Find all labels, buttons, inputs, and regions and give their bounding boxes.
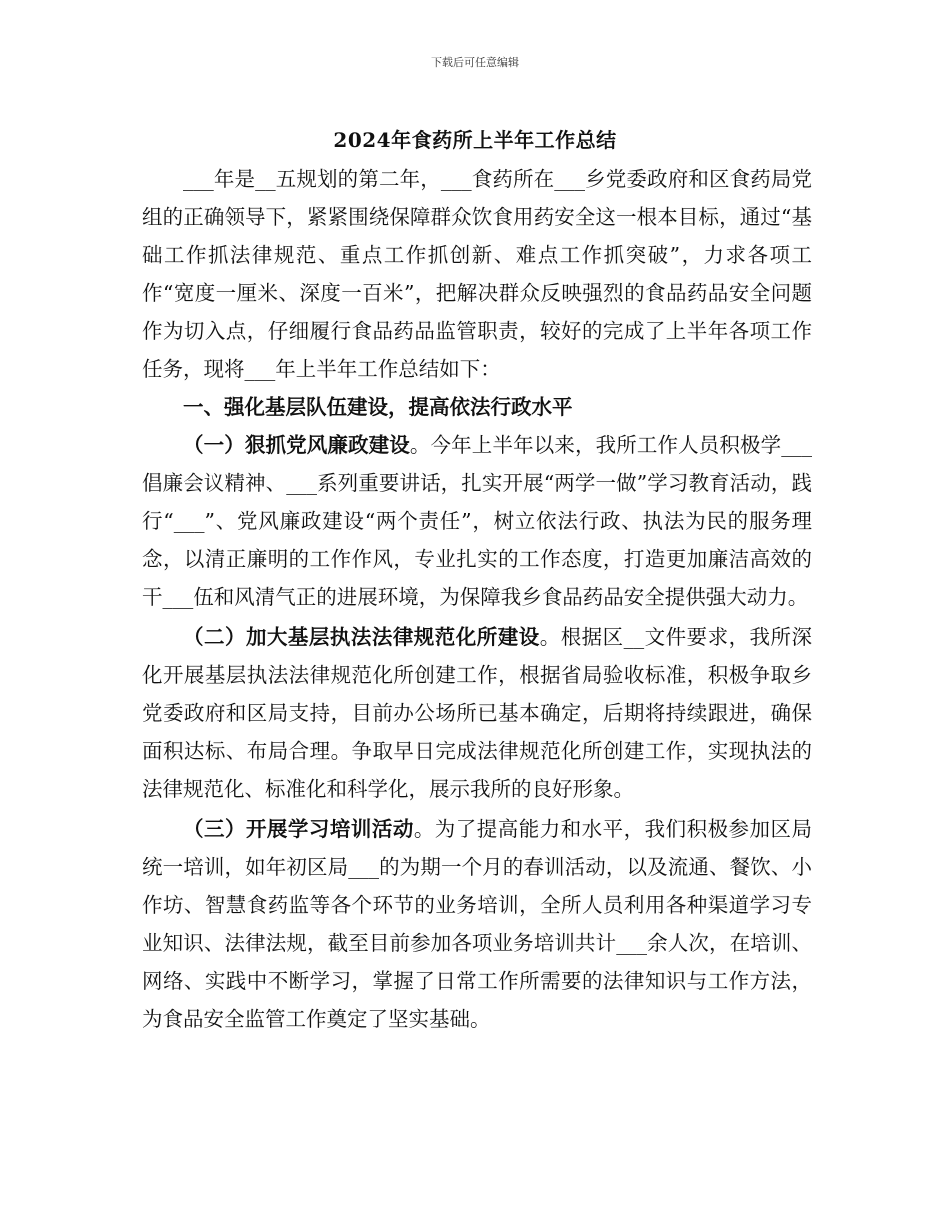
item-text-2: 。根据区__文件要求，我所深化开展基层执法法律规范化所创建工作，根据省局验收标准，积极争取乡党委政府和区局支持，目前办公场所已基本确定，后期将持续跟进，确保面积达标、布局合理。争取早日完成法律规范化所创建工作，实现执法的法律规范化、标准化和科学化，展示我所的良好形象。 — [142, 625, 813, 801]
item-paragraph-2 — [142, 618, 812, 808]
item-text-1: 。今年上半年以来，我所工作人员积极学___倡廉会议精神、___系列重要讲话，扎实开展“两学一做”学习教育活动，践行“___”、党风廉政建设“两个责任”，树立依法行政、执法为民的服务理念，以清正廉明的工作作风，专业扎实的工作态度，打造更加廉洁高效的干___伍和风清气正的进展环境，为保障我乡食品药品安全提供强大动力。 — [142, 433, 812, 609]
item-paragraph-1 — [142, 426, 812, 616]
item-paragraph-3 — [142, 810, 812, 1038]
item-lead-3: （三）开展学习培训活动 — [183, 817, 414, 841]
document-title: 2024年食药所上半年工作总结 — [333, 128, 617, 152]
item-lead-1: （一）狠抓党风廉政建设 — [183, 433, 410, 457]
intro-paragraph: ___年是__五规划的第二年，___食药所在___乡党委政府和区食药局党组的正确领导下，紧紧围绕保障群众饮食用药安全这一根本目标，通过“基础工作抓法律规范、重点工作抓创新、难点工作抓突破”，力求各项工作“宽度一厘米、深度一百米”，把解决群众反映强烈的食品药品安全问题作为切入点，仔细履行食品药品监管职责，较好的完成了上半年各项工作任务，现将___年上半年工作总结如下： — [142, 167, 812, 381]
document-body — [142, 160, 812, 1038]
item-lead-2: （二）加大基层执法法律规范化所建设 — [183, 625, 540, 649]
item-text-3: 。为了提高能力和水平，我们积极参加区局统一培训，如年初区局___的为期一个月的春训活动，以及流通、餐饮、小作坊、智慧食药监等各个环节的业务培训，全所人员利用各种渠道学习专业知识、法律法规，截至目前参加各项业务培训共计___余人次，在培训、网络、实践中不断学习，掌握了日常工作所需要的法律知识与工作方法，为食品安全监管工作奠定了坚实基础。 — [142, 817, 813, 1031]
page-header-note: 下载后可任意编辑 — [431, 56, 519, 69]
section-heading: 一、强化基层队伍建设，提高依法行政水平 — [183, 395, 573, 419]
